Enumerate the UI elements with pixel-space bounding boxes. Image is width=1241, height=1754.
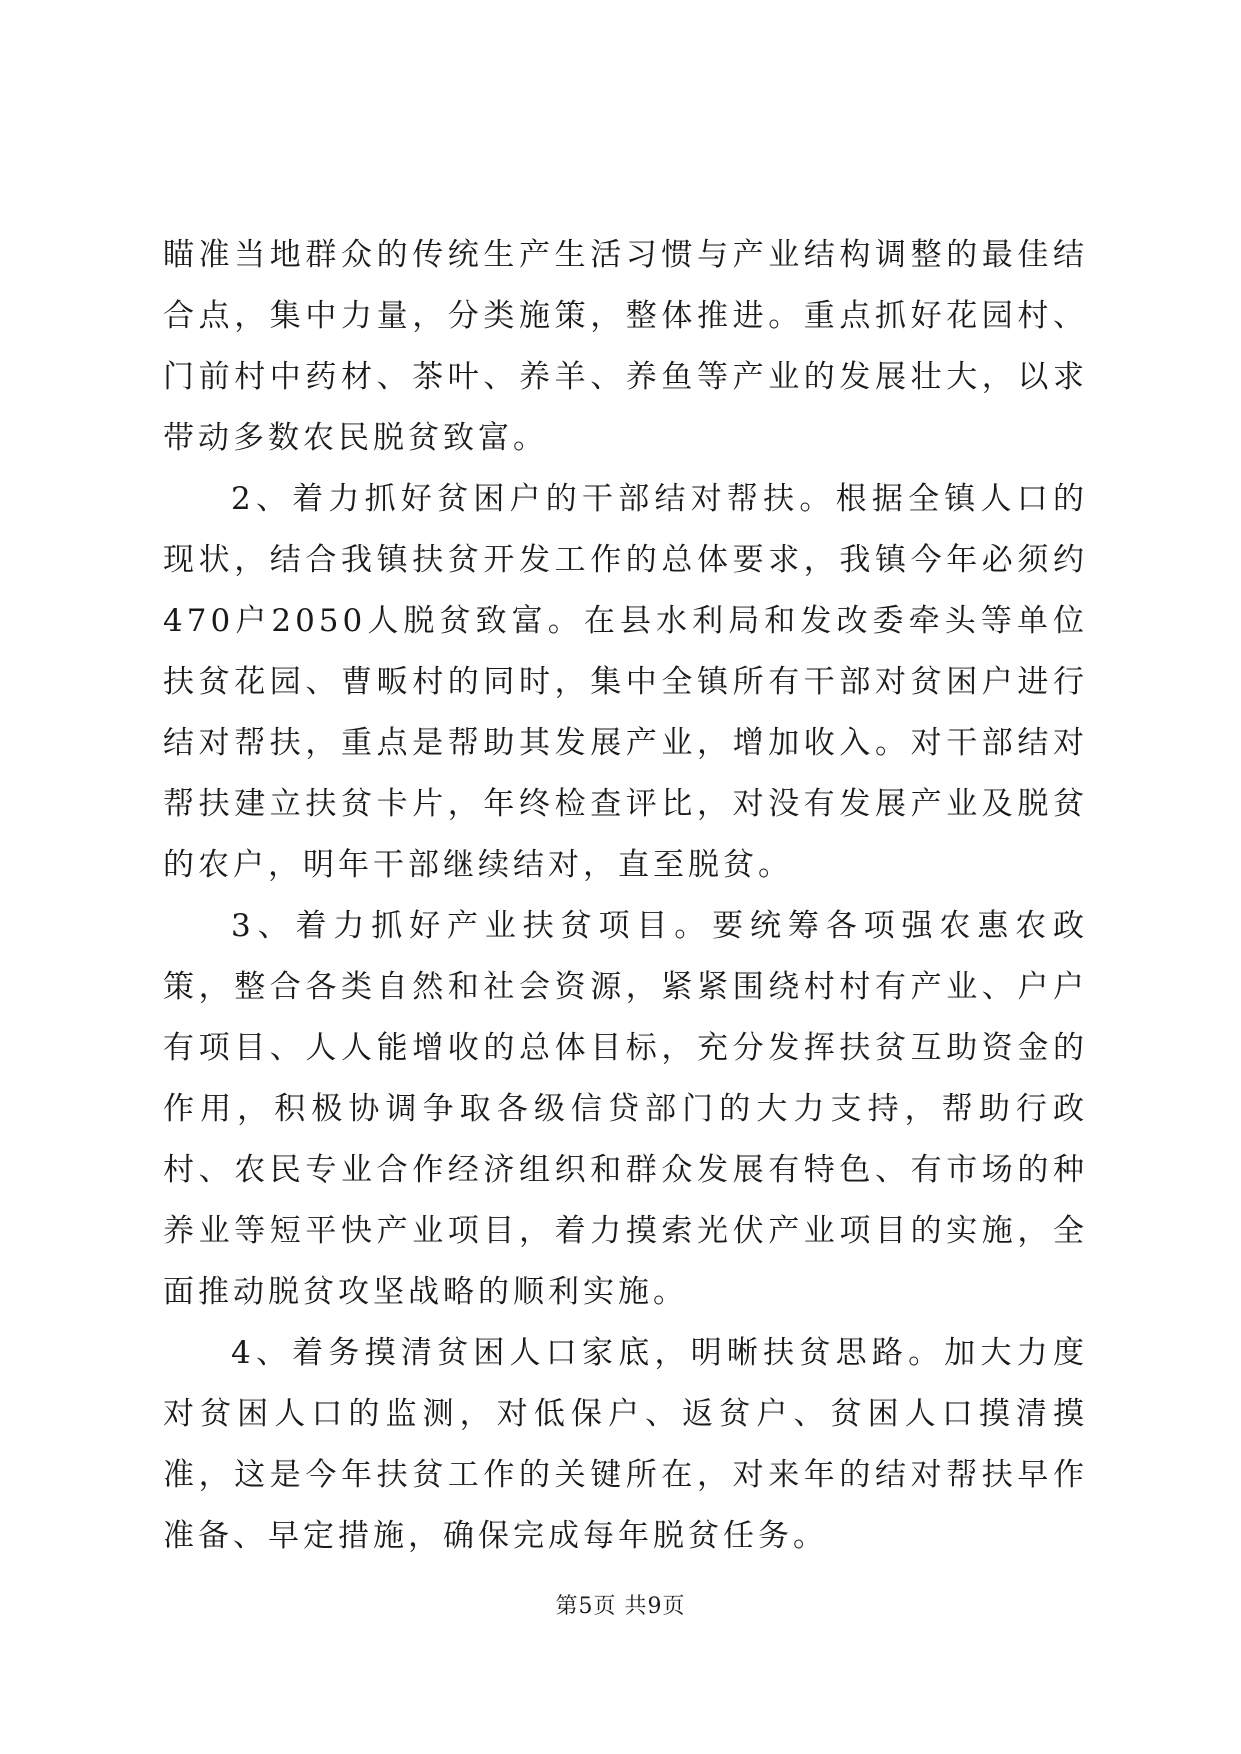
paragraph-item-3: 3、着力抓好产业扶贫项目。要统筹各项强农惠农政策，整合各类自然和社会资源，紧紧围绕村村有产业、户户有项目、人人能增收的总体目标，充分发挥扶贫互助资金的作用，积极协调争取各级信贷部门的大力支持，帮助行政村、农民专业合作经济组织和群众发展有特色、有市场的种养业等短平快产业项目，着力摸索光伏产业项目的实施，全面推动脱贫攻坚战略的顺利实施。 — [163, 908, 1088, 1310]
paragraph-item-2: 2、着力抓好贫困户的干部结对帮扶。根据全镇人口的现状，结合我镇扶贫开发工作的总体要求，我镇今年必须约470户2050人脱贫致富。在县水利局和发改委牵头等单位扶贫花园、曹畈村的同时，集中全镇所有干部对贫困户进行结对帮扶，重点是帮助其发展产业，增加收入。对干部结对帮扶建立扶贫卡片，年终检查评比，对没有发展产业及脱贫的农户，明年干部继续结对，直至脱贫。 — [163, 481, 1088, 883]
document-body — [163, 225, 1088, 1567]
paragraph-continued: 瞄准当地群众的传统生产生活习惯与产业结构调整的最佳结合点，集中力量，分类施策，整体推进。重点抓好花园村、门前村中药材、茶叶、养羊、养鱼等产业的发展壮大，以求带动多数农民脱贫致富。 — [163, 237, 1088, 456]
paragraph-item-4: 4、着务摸清贫困人口家底，明晰扶贫思路。加大力度对贫困人口的监测，对低保户、返贫户、贫困人口摸清摸准，这是今年扶贫工作的关键所在，对来年的结对帮扶早作准备、早定措施，确保完成每年脱贫任务。 — [163, 1335, 1088, 1554]
page-number-footer: 第5页 共9页 — [555, 1594, 686, 1619]
